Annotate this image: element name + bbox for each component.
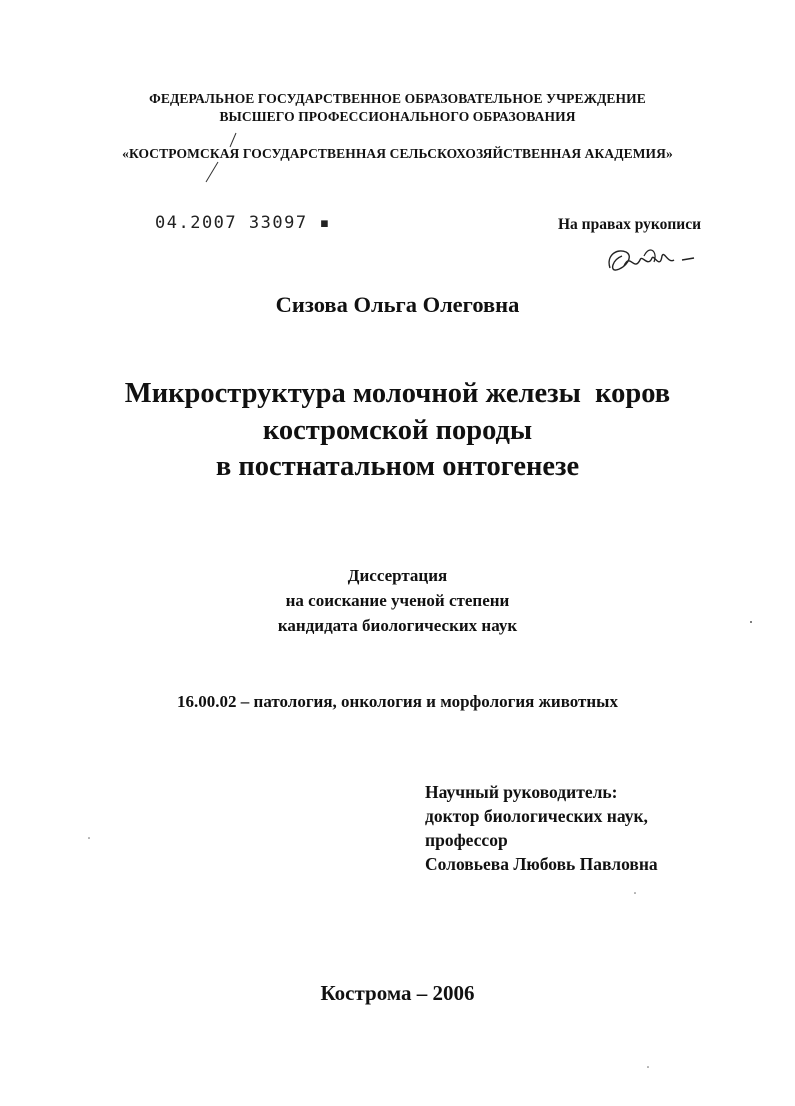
title-line-2: костромской породы: [262, 415, 533, 446]
supervisor-degree: доктор биологических наук,: [425, 806, 648, 826]
institution-line-1: ФЕДЕРАЛЬНОЕ ГОСУДАРСТВЕННОЕ ОБРАЗОВАТЕЛЬНОЕ УЧРЕЖДЕНИЕ: [149, 91, 646, 106]
dissertation-type: Диссертация: [347, 566, 448, 585]
registration-stamp: 04.2007 33097 ▪: [155, 213, 332, 233]
institution-line-3: «КОСТРОМСКАЯ ГОСУДАРСТВЕННАЯ СЕЛЬСКОХОЗЯЙСТВЕННАЯ АКАДЕМИЯ»: [122, 146, 673, 161]
manuscript-rights-note: На правах рукописи: [558, 216, 702, 233]
supervisor-rank: профессор: [425, 830, 508, 850]
degree-purpose: на соискание ученой степени: [285, 591, 510, 610]
author-name: Сизова Ольга Олеговна: [275, 292, 520, 317]
title-line-3: в постнатальном онтогенезе: [215, 451, 580, 482]
city-year: Кострома – 2006: [320, 981, 475, 1005]
supervisor-name: Соловьева Любовь Павловна: [425, 854, 658, 874]
degree-name: кандидата биологических наук: [277, 616, 518, 635]
title-line-1: Микроструктура молочной железы коров: [124, 378, 671, 409]
supervisor-label: Научный руководитель:: [425, 782, 618, 802]
specialty-code: 16.00.02 – патология, онкология и морфология животных: [177, 692, 618, 711]
institution-line-2: ВЫСШЕГО ПРОФЕССИОНАЛЬНОГО ОБРАЗОВАНИЯ: [219, 109, 576, 124]
